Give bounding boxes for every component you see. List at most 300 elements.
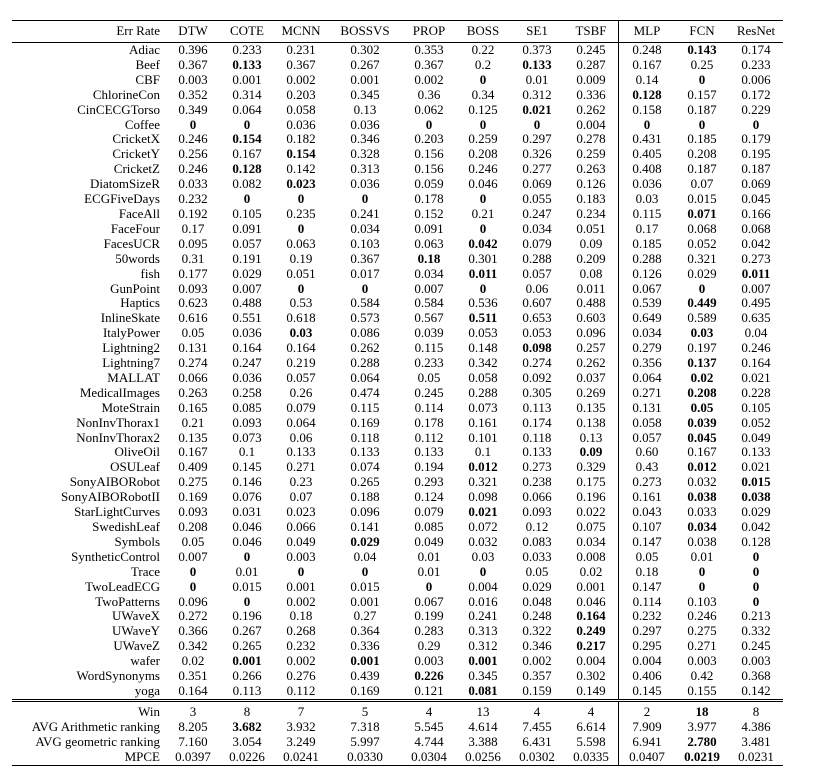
- table-cell: 0.085: [414, 519, 444, 534]
- table-cell: 0.046: [576, 593, 606, 609]
- table-cell: 0.147: [619, 535, 676, 550]
- table-cell: 0.022: [576, 504, 606, 520]
- best-value: 0.098: [522, 340, 552, 356]
- table-cell: 0.245: [741, 638, 771, 654]
- col-header: TSBF: [564, 21, 619, 43]
- table-cell: [456, 192, 510, 207]
- table-cell: 0.277: [522, 161, 552, 177]
- table-cell: 0.138: [576, 414, 606, 430]
- table-cell: 0.607: [522, 295, 552, 311]
- table-cell: 0.273: [741, 250, 771, 266]
- table-cell: 0.18: [619, 565, 676, 580]
- table-cell: 0.079: [286, 399, 316, 415]
- table-cell: 0.063: [414, 235, 444, 251]
- table-row: [12, 177, 783, 192]
- table-cell: 0.067: [414, 593, 444, 609]
- table-cell: 0.034: [522, 220, 552, 236]
- table-cell: 0.328: [350, 146, 380, 162]
- table-cell: 0.002: [414, 71, 444, 87]
- table-row: [12, 386, 783, 401]
- col-header: BOSSVS: [328, 21, 402, 43]
- table-cell: 0.34: [471, 86, 495, 102]
- table-cell: [729, 595, 783, 610]
- table-cell: [274, 147, 328, 162]
- table-cell: [729, 475, 783, 490]
- table-cell: 4.744: [414, 733, 444, 749]
- table-cell: 0.336: [576, 86, 606, 102]
- table-cell: 0.342: [468, 355, 498, 371]
- table-cell: 0.431: [619, 132, 676, 147]
- table-cell: [456, 237, 510, 252]
- table-cell: 0.349: [178, 101, 208, 117]
- table-cell: 5.545: [414, 718, 444, 734]
- row-label: SonyAIBORobotII: [61, 489, 160, 505]
- table-cell: [675, 356, 729, 371]
- table-cell: 0.167: [232, 146, 262, 162]
- table-cell: 0.649: [619, 311, 676, 326]
- table-cell: 0.353: [414, 42, 444, 57]
- table-cell: 0.208: [178, 519, 208, 534]
- table-cell: 0.079: [414, 504, 444, 520]
- table-cell: 0.265: [232, 638, 262, 654]
- table-cell: 0.12: [525, 519, 549, 534]
- table-cell: 0.118: [350, 429, 380, 445]
- table-cell: 0.0304: [402, 750, 456, 765]
- table-cell: [675, 735, 729, 750]
- best-value: 0: [752, 563, 760, 579]
- table-cell: [220, 550, 274, 565]
- table-cell: 0.148: [468, 340, 498, 356]
- row-label: CinCECGTorso: [77, 101, 160, 117]
- table-cell: 0.269: [576, 384, 606, 400]
- table-row: [12, 580, 783, 595]
- table-row: [12, 237, 783, 252]
- table-cell: 0.322: [522, 623, 552, 639]
- table-cell: 0.169: [350, 682, 380, 698]
- table-cell: 0.368: [741, 668, 771, 684]
- table-cell: [402, 118, 456, 133]
- best-value: 2.780: [687, 733, 717, 749]
- best-value: 0: [297, 191, 305, 207]
- table-cell: 0.058: [286, 101, 316, 117]
- table-cell: 0.241: [350, 205, 380, 221]
- table-cell: 0.07: [690, 176, 714, 192]
- table-cell: 0.034: [414, 265, 444, 281]
- table-cell: 0.161: [619, 490, 676, 505]
- table-cell: 0.068: [741, 220, 771, 236]
- table-cell: 0.342: [178, 638, 208, 654]
- table-cell: 0.13: [579, 429, 603, 445]
- table-cell: 0.273: [522, 459, 552, 475]
- best-value: 0: [698, 280, 706, 296]
- table-cell: 0.135: [576, 399, 606, 415]
- table-cell: 0.073: [232, 429, 262, 445]
- table-cell: 0.003: [286, 548, 316, 564]
- table-cell: 0.008: [576, 548, 606, 564]
- table-cell: 0.262: [350, 340, 380, 356]
- table-cell: 0.029: [687, 265, 717, 281]
- table-cell: 0.002: [522, 653, 552, 669]
- table-cell: 0.603: [576, 310, 606, 326]
- table-cell: [675, 565, 729, 580]
- table-cell: 0.21: [471, 205, 495, 221]
- table-cell: 0.584: [414, 295, 444, 311]
- summary-row: [12, 700, 783, 719]
- results-table: [12, 20, 783, 766]
- row-label: OliveOil: [114, 444, 160, 460]
- table-cell: 0.131: [619, 401, 676, 416]
- table-cell: [675, 520, 729, 535]
- table-cell: 0.093: [178, 504, 208, 520]
- table-cell: 0.001: [576, 578, 606, 594]
- table-row: [12, 356, 783, 371]
- table-cell: 0.05: [181, 325, 205, 341]
- table-cell: 0.036: [232, 325, 262, 341]
- table-cell: 0.003: [687, 653, 717, 669]
- table-row: [12, 445, 783, 460]
- table-cell: 0.115: [619, 207, 676, 222]
- table-cell: 0.0231: [729, 750, 783, 765]
- table-row: [12, 192, 783, 207]
- table-cell: 7.455: [522, 718, 552, 734]
- best-value: 0: [752, 548, 760, 564]
- table-cell: [675, 296, 729, 311]
- table-cell: 0.297: [522, 131, 552, 147]
- table-cell: 0.112: [414, 429, 444, 445]
- table-row: [12, 147, 783, 162]
- table-cell: 0.53: [289, 295, 313, 311]
- table-cell: [675, 460, 729, 475]
- best-value: 0.449: [687, 295, 717, 311]
- table-cell: [729, 267, 783, 282]
- best-value: 0.012: [687, 459, 717, 475]
- table-cell: 0.259: [576, 146, 606, 162]
- table-cell: 0.488: [576, 295, 606, 311]
- table-cell: [619, 88, 676, 103]
- table-cell: 0.007: [414, 280, 444, 296]
- table-cell: 0.075: [576, 519, 606, 534]
- table-row: [12, 654, 783, 669]
- table-cell: 0.133: [741, 444, 771, 460]
- table-cell: [456, 267, 510, 282]
- table-cell: 0.126: [619, 267, 676, 282]
- row-label: ChlorineCon: [92, 86, 160, 102]
- row-label: yoga: [134, 682, 160, 698]
- table-cell: 0.495: [741, 295, 771, 311]
- table-cell: 0.346: [522, 638, 552, 654]
- table-cell: 0.03: [619, 192, 676, 207]
- best-value: 0: [698, 563, 706, 579]
- table-cell: 3: [166, 700, 220, 719]
- row-label: Symbols: [114, 533, 160, 549]
- table-cell: [274, 565, 328, 580]
- table-cell: 0.007: [232, 280, 262, 296]
- best-value: 0.09: [579, 444, 603, 460]
- table-cell: 0.312: [522, 86, 552, 102]
- best-value: 0.154: [232, 131, 262, 147]
- table-cell: 0.096: [350, 504, 380, 520]
- table-cell: 0.004: [468, 578, 498, 594]
- best-value: 0.217: [576, 638, 606, 654]
- table-cell: 0.373: [522, 42, 552, 57]
- table-cell: 7: [274, 700, 328, 719]
- table-cell: 0.055: [522, 191, 552, 207]
- best-value: 0.137: [687, 355, 717, 371]
- row-label: SwedishLeaf: [92, 519, 160, 534]
- table-cell: 0.135: [178, 429, 208, 445]
- table-cell: 0.017: [350, 265, 380, 281]
- table-cell: 0.093: [232, 414, 262, 430]
- table-row: [12, 639, 783, 654]
- table-cell: 0.246: [468, 161, 498, 177]
- table-cell: 0.07: [289, 489, 313, 505]
- table-row: [12, 207, 783, 222]
- row-label: UWaveZ: [113, 638, 160, 654]
- table-cell: [328, 565, 402, 580]
- table-cell: 0.149: [576, 682, 606, 698]
- table-cell: 6.941: [619, 735, 676, 750]
- table-cell: [675, 282, 729, 297]
- row-label: AVG Arithmetic ranking: [31, 718, 160, 734]
- table-cell: 0.367: [178, 56, 208, 72]
- table-cell: 0.009: [576, 71, 606, 87]
- best-value: 0.011: [741, 265, 771, 281]
- table-cell: 0.25: [690, 56, 714, 72]
- table-cell: 0.233: [741, 56, 771, 72]
- table-cell: 0.029: [522, 578, 552, 594]
- table-body: [12, 43, 783, 766]
- table-cell: 0.352: [178, 86, 208, 102]
- table-cell: 0.169: [350, 414, 380, 430]
- table-row: [12, 565, 783, 580]
- table-cell: 6.431: [522, 733, 552, 749]
- table-cell: 0.232: [286, 638, 316, 654]
- best-value: 0: [243, 116, 251, 132]
- best-value: 0.249: [576, 623, 606, 639]
- table-cell: 0.085: [232, 399, 262, 415]
- table-cell: 0.126: [576, 176, 606, 192]
- best-value: 0: [361, 191, 369, 207]
- table-cell: 0.182: [286, 131, 316, 147]
- table-cell: 0.259: [468, 131, 498, 147]
- table-cell: 0.107: [619, 520, 676, 535]
- table-cell: 0.01: [417, 548, 441, 564]
- table-cell: 0.258: [232, 384, 262, 400]
- best-value: 0.154: [286, 146, 316, 162]
- table-row: [12, 132, 783, 147]
- table-cell: 0.266: [232, 668, 262, 684]
- table-cell: 0.083: [522, 533, 552, 549]
- best-value: 0.029: [350, 533, 380, 549]
- table-cell: 0.118: [522, 429, 552, 445]
- table-cell: 0.074: [350, 459, 380, 475]
- table-cell: 0.238: [522, 474, 552, 490]
- table-row: [12, 73, 783, 88]
- best-value: 0.164: [576, 608, 606, 624]
- table-cell: [510, 341, 564, 356]
- table-cell: 0.115: [414, 340, 444, 356]
- row-label: FaceFour: [110, 220, 160, 236]
- table-cell: 0.1: [474, 444, 492, 460]
- table-cell: 0.232: [619, 609, 676, 624]
- table-cell: 0.164: [741, 355, 771, 371]
- table-cell: 0.618: [286, 310, 316, 326]
- table-cell: 0.321: [468, 474, 498, 490]
- table-cell: 0.267: [350, 56, 380, 72]
- table-cell: 0.004: [619, 654, 676, 669]
- table-cell: 0.271: [286, 459, 316, 475]
- table-cell: 0.091: [414, 220, 444, 236]
- table-cell: 0.241: [468, 608, 498, 624]
- col-header: COTE: [220, 21, 274, 43]
- row-label: wafer: [130, 653, 160, 669]
- table-cell: 0.042: [741, 519, 771, 534]
- table-cell: 0.066: [286, 519, 316, 534]
- table-cell: 0.001: [286, 578, 316, 594]
- table-cell: 0.36: [417, 86, 441, 102]
- table-cell: 0.262: [576, 355, 606, 371]
- table-cell: 4.614: [468, 718, 498, 734]
- best-value: 0.133: [232, 56, 262, 72]
- table-cell: 0.42: [690, 668, 714, 684]
- best-value: 0.038: [687, 489, 717, 505]
- table-cell: 0.351: [178, 668, 208, 684]
- table-row: [12, 475, 783, 490]
- table-cell: 0.313: [350, 161, 380, 177]
- table-cell: 0.213: [741, 608, 771, 624]
- table-cell: 7.160: [178, 733, 208, 749]
- best-value: 0: [698, 578, 706, 594]
- table-cell: [402, 252, 456, 267]
- table-cell: 0.052: [741, 414, 771, 430]
- table-cell: 0.096: [178, 593, 208, 609]
- table-cell: 0.033: [178, 176, 208, 192]
- col-header: BOSS: [456, 21, 510, 43]
- best-value: 0: [479, 191, 487, 207]
- best-value: 0.001: [350, 653, 380, 669]
- best-value: 0: [479, 220, 487, 236]
- table-cell: 5.598: [576, 733, 606, 749]
- table-row: [12, 431, 783, 446]
- table-cell: 0.635: [741, 310, 771, 326]
- table-cell: 0.231: [286, 42, 316, 57]
- table-row: [12, 595, 783, 610]
- table-cell: 0.09: [579, 235, 603, 251]
- table-cell: [510, 118, 564, 133]
- table-cell: 0.133: [286, 444, 316, 460]
- table-cell: 7.318: [350, 718, 380, 734]
- table-cell: [675, 386, 729, 401]
- table-cell: 3.054: [232, 733, 262, 749]
- table-cell: [456, 460, 510, 475]
- col-header: MCNN: [274, 21, 328, 43]
- table-cell: 0.114: [414, 399, 444, 415]
- table-cell: 0.345: [468, 668, 498, 684]
- table-cell: 0.032: [687, 474, 717, 490]
- table-cell: 0.187: [687, 161, 717, 177]
- table-cell: 0.187: [687, 101, 717, 117]
- table-cell: 0.396: [178, 42, 208, 57]
- table-cell: 0.326: [522, 146, 552, 162]
- best-value: 0.034: [687, 519, 717, 534]
- table-cell: 0.002: [286, 653, 316, 669]
- col-header: SE1: [510, 21, 564, 43]
- table-cell: [564, 624, 619, 639]
- table-cell: 0.079: [522, 235, 552, 251]
- table-cell: 0.002: [286, 593, 316, 609]
- best-value: 0.511: [468, 310, 498, 326]
- table-cell: 0.068: [687, 220, 717, 236]
- best-value: 0.001: [468, 653, 498, 669]
- table-cell: 0.092: [522, 369, 552, 385]
- table-cell: 0.0397: [166, 750, 220, 765]
- table-cell: 0.233: [232, 42, 262, 57]
- table-cell: 5: [328, 700, 402, 719]
- table-cell: [675, 118, 729, 133]
- table-cell: 0.064: [350, 369, 380, 385]
- table-cell: 0.271: [687, 638, 717, 654]
- best-value: 0: [425, 578, 433, 594]
- table-cell: 0.067: [619, 282, 676, 297]
- table-cell: 0.133: [350, 444, 380, 460]
- table-cell: 0.101: [468, 429, 498, 445]
- best-value: 0: [297, 563, 305, 579]
- table-cell: 0.248: [619, 43, 676, 58]
- best-value: 0.18: [417, 250, 441, 266]
- table-row: [12, 535, 783, 550]
- table-cell: 0.001: [350, 593, 380, 609]
- table-cell: 0.036: [286, 116, 316, 132]
- table-cell: 0.366: [178, 623, 208, 639]
- best-value: 0.081: [468, 682, 498, 698]
- table-cell: 3.388: [468, 733, 498, 749]
- table-cell: 0.08: [579, 265, 603, 281]
- table-cell: [675, 700, 729, 719]
- row-label: fish: [140, 265, 160, 281]
- row-label: AVG geometric ranking: [35, 733, 160, 749]
- table-cell: 0.247: [522, 205, 552, 221]
- table-cell: 0.001: [350, 71, 380, 87]
- table-cell: 0.0335: [564, 750, 619, 765]
- row-label: CBF: [135, 71, 160, 87]
- table-cell: [274, 192, 328, 207]
- table-cell: 0.274: [178, 355, 208, 371]
- table-cell: [675, 73, 729, 88]
- table-cell: 0.245: [576, 42, 606, 57]
- table-cell: 0.034: [350, 220, 380, 236]
- table-cell: 0.589: [687, 310, 717, 326]
- table-cell: 0.058: [619, 416, 676, 431]
- summary-row: [12, 720, 783, 735]
- table-row: [12, 371, 783, 386]
- table-cell: 0.046: [232, 519, 262, 534]
- row-label: Lightning7: [102, 355, 160, 371]
- table-cell: [729, 550, 783, 565]
- best-value: 0: [752, 593, 760, 609]
- best-value: 0.011: [468, 265, 498, 281]
- row-label: Adiac: [128, 42, 160, 57]
- table-row: [12, 58, 783, 73]
- row-label: NonInvThorax2: [76, 429, 160, 445]
- table-cell: [220, 58, 274, 73]
- row-label: DiatomSizeR: [89, 176, 160, 192]
- table-cell: 0.142: [286, 161, 316, 177]
- best-value: 0.042: [468, 235, 498, 251]
- table-cell: 0.038: [687, 533, 717, 549]
- best-value: 0: [297, 220, 305, 236]
- table-cell: 0.209: [576, 250, 606, 266]
- table-cell: 0.053: [522, 325, 552, 341]
